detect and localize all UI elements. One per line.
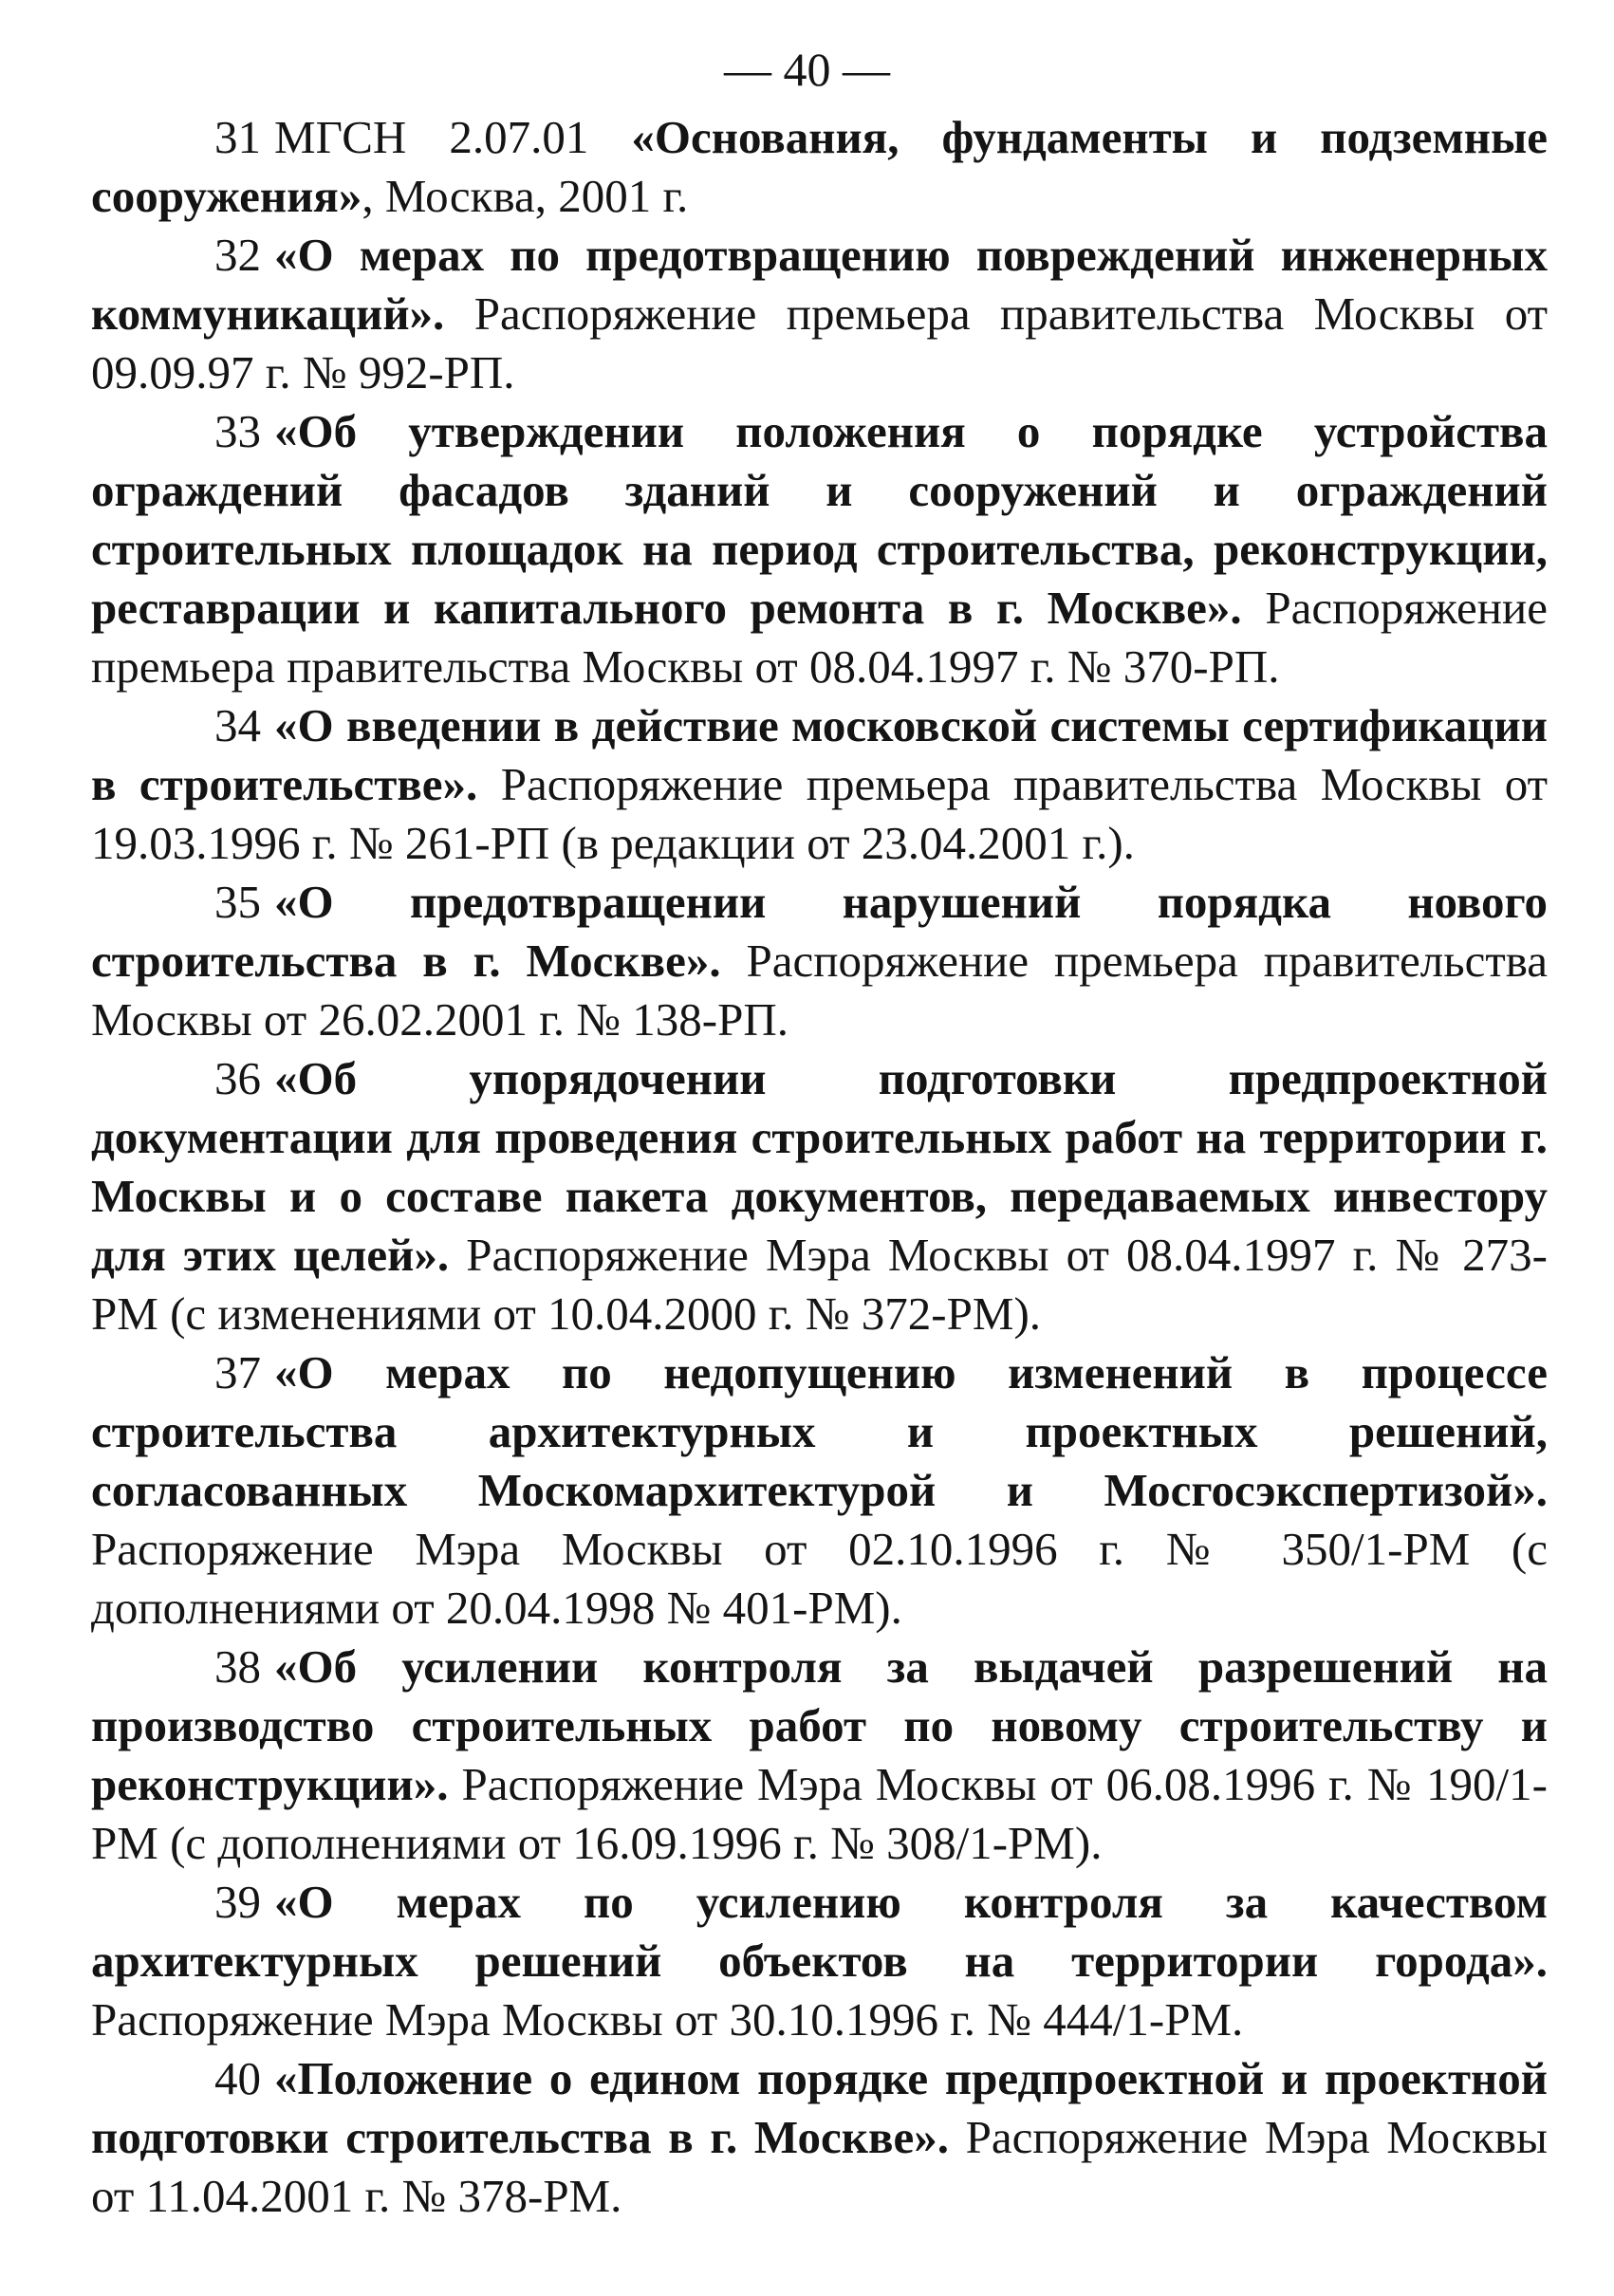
page-number: — 40 — <box>724 43 890 96</box>
reference-details: Распоряжение Мэра Москвы от 06.08.1996 г. № 190/1-РМ (с дополнениями от 16.09.1996 г. № 308/1-РМ). <box>91 1758 1548 1869</box>
reference-number: 33 <box>214 405 261 457</box>
reference-number: 39 <box>214 1876 261 1928</box>
reference-item <box>91 2049 1548 2226</box>
reference-title: «О мерах по предотвращению повреждений инженерных коммуникаций». <box>91 229 1548 340</box>
reference-list <box>91 108 1548 2226</box>
reference-item <box>91 1873 1548 2049</box>
reference-title: «Положение о едином порядке предпроектной и проектной подготовки строительства в г. Москве». <box>91 2052 1548 2163</box>
reference-item <box>91 873 1548 1049</box>
reference-title: «Об утверждении положения о порядке устройства ограждений фасадов зданий и сооружений и ограждений строительных площадок на период строительства, реконструкции, реставрации и капитального ремонта в г. Москве». <box>91 405 1548 634</box>
reference-details: Распоряжение премьера правительства Москвы от 08.04.1997 г. № 370-РП. <box>91 582 1548 693</box>
reference-number: 37 <box>214 1346 261 1398</box>
reference-title: «Об усилении контроля за выдачей разрешений на производство строительных работ по новому строительству и реконструкции». <box>91 1640 1548 1810</box>
reference-details: Распоряжение премьера правительства Москвы от 26.02.2001 г. № 138-РП. <box>91 935 1548 1046</box>
reference-number: 34 <box>214 699 261 751</box>
reference-details: , Москва, 2001 г. <box>362 170 689 222</box>
reference-item <box>91 696 1548 873</box>
reference-details: Распоряжение Мэра Москвы от 11.04.2001 г. № 378-РМ. <box>91 2111 1548 2222</box>
reference-number: 35 <box>214 876 261 928</box>
reference-details: Распоряжение Мэра Москвы от 30.10.1996 г. № 444/1-РМ. <box>91 1993 1244 2046</box>
reference-item <box>91 1343 1548 1638</box>
reference-item <box>91 1049 1548 1343</box>
reference-details: Распоряжение Мэра Москвы от 08.04.1997 г. № 273-РМ (с изменениями от 10.04.2000 г. № 372-РМ). <box>91 1229 1548 1340</box>
reference-title: «О мерах по недопущению изменений в процессе строительства архитектурных и проектных решений, согласованных Москомархитектурой и Мосгосэкспертизой». <box>91 1346 1548 1516</box>
reference-title: «Об упорядочении подготовки предпроектной документации для проведения строительных работ на территории г. Москвы и о составе пакета документов, передаваемых инвестору для этих целей». <box>91 1052 1548 1281</box>
reference-number: 32 <box>214 229 261 281</box>
reference-item <box>91 402 1548 696</box>
reference-number: 38 <box>214 1640 261 1693</box>
reference-prefix: МГСН 2.07.01 <box>274 111 632 163</box>
reference-number: 31 <box>214 111 261 163</box>
reference-item <box>91 1638 1548 1873</box>
reference-number: 36 <box>214 1052 261 1104</box>
reference-details: Распоряжение премьера правительства Москвы от 19.03.1996 г. № 261-РП (в редакции от 23.04.2001 г.). <box>91 758 1548 869</box>
reference-details: Распоряжение премьера правительства Москвы от 09.09.97 г. № 992-РП. <box>91 287 1548 398</box>
reference-title: «О предотвращении нарушений порядка нового строительства в г. Москве». <box>91 876 1548 987</box>
reference-title: «Основания, фундаменты и подземные сооружения» <box>91 111 1548 222</box>
reference-title: «О введении в действие московской системы сертификации в строительстве». <box>91 699 1548 810</box>
reference-title: «О мерах по усилению контроля за качеством архитектурных решений объектов на территории города». <box>91 1876 1548 1987</box>
reference-item <box>91 108 1548 226</box>
reference-details: Распоряжение Мэра Москвы от 02.10.1996 г. № 350/1-РМ (с дополнениями от 20.04.1998 № 401-РМ). <box>91 1523 1548 1634</box>
reference-item <box>91 226 1548 402</box>
reference-number: 40 <box>214 2052 261 2104</box>
